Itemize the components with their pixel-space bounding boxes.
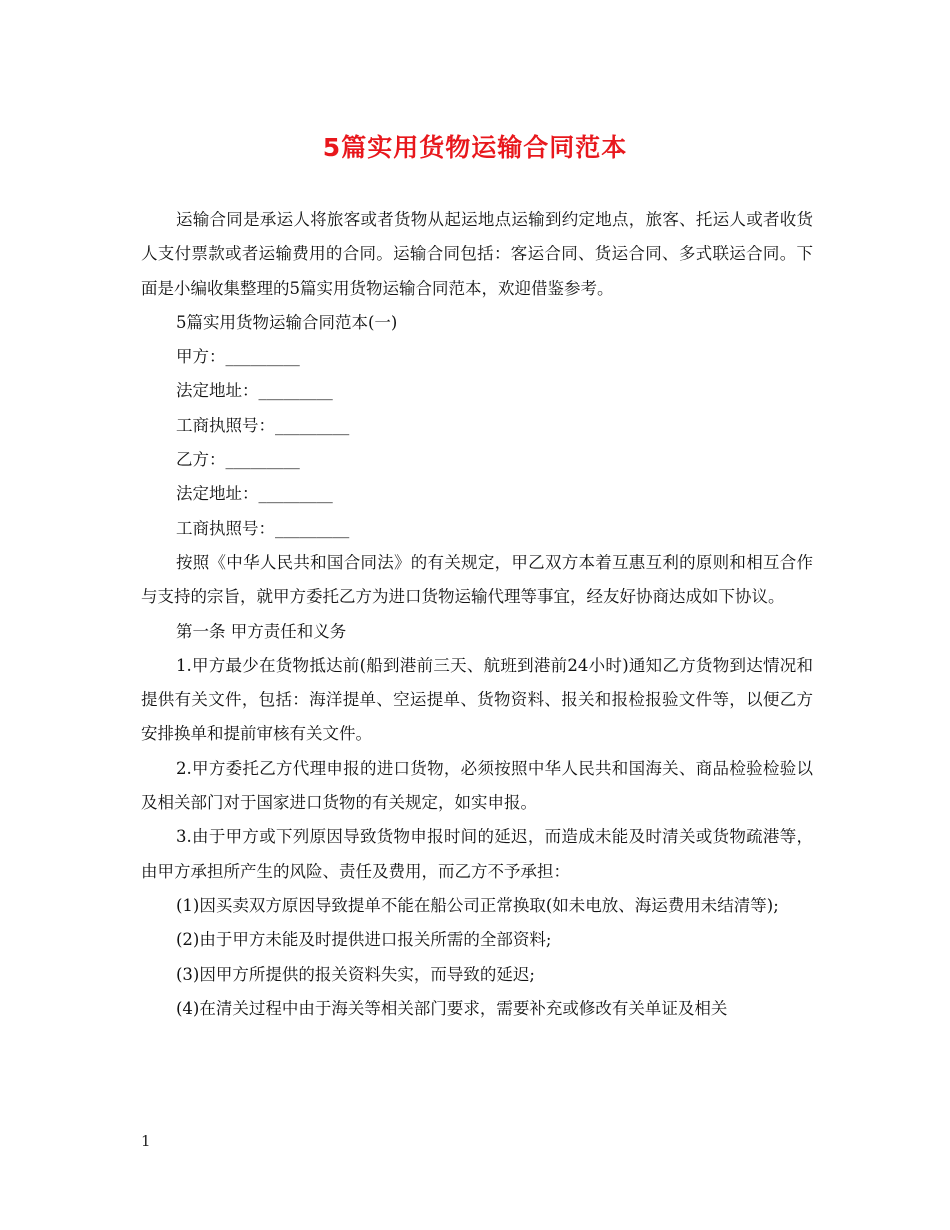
clause-2: 2.甲方委托乙方代理申报的进口货物，必须按照中华人民共和国海关、商品检验检验以及相关部门对于国家进口货物的有关规定，如实申报。 — [141, 758, 813, 813]
article-heading: 第一条 甲方责任和义务 — [176, 621, 347, 641]
contract-heading: 5篇实用货物运输合同范本(一) — [176, 312, 398, 332]
agreement-paragraph: 按照《中华人民共和国合同法》的有关规定，甲乙双方本着互惠互利的原则和相互合作与支持的宗旨，就甲方委托乙方为进口货物运输代理等事宜，经友好协商达成如下协议。 — [141, 552, 813, 607]
party-a-address-field: 法定地址：_________ — [176, 381, 333, 401]
party-b-license-field: 工商执照号：_________ — [176, 518, 350, 538]
sub-clause-4: (4)在清关过程中由于海关等相关部门要求，需要补充或修改有关单证及相关 — [176, 998, 728, 1018]
sub-clause-1: (1)因买卖双方原因导致提单不能在船公司正常换取(如未电放、海运费用未结清等); — [176, 895, 779, 915]
party-a-license-field: 工商执照号：_________ — [176, 415, 350, 435]
intro-paragraph: 运输合同是承运人将旅客或者货物从起运地点运输到约定地点，旅客、托运人或者收货人支付票款或者运输费用的合同。运输合同包括：客运合同、货运合同、多式联运合同。下面是小编收集整理的5篇实用货物运输合同范本，欢迎借鉴参考。 — [141, 210, 813, 298]
party-a-field: 甲方：_________ — [176, 347, 300, 367]
page-number: 1 — [141, 1132, 151, 1150]
document-body — [141, 203, 813, 1026]
sub-clause-2: (2)由于甲方未能及时提供进口报关所需的全部资料; — [176, 930, 552, 950]
document-title: 5篇实用货物运输合同范本 — [322, 133, 628, 162]
sub-clause-3: (3)因甲方所提供的报关资料失实，而导致的延迟; — [176, 964, 535, 984]
party-b-address-field: 法定地址：_________ — [176, 484, 333, 504]
clause-3: 3.由于甲方或下列原因导致货物申报时间的延迟，而造成未能及时清关或货物疏港等，由甲方承担所产生的风险、责任及费用，而乙方不予承担： — [141, 827, 813, 881]
clause-1: 1.甲方最少在货物抵达前(船到港前三天、航班到港前24小时)通知乙方货物到达情况和提供有关文件，包括：海洋提单、空运提单、货物资料、报关和报检报验文件等，以便乙方安排换单和提前审核有关文件。 — [141, 655, 813, 744]
party-b-field: 乙方：_________ — [176, 450, 300, 470]
